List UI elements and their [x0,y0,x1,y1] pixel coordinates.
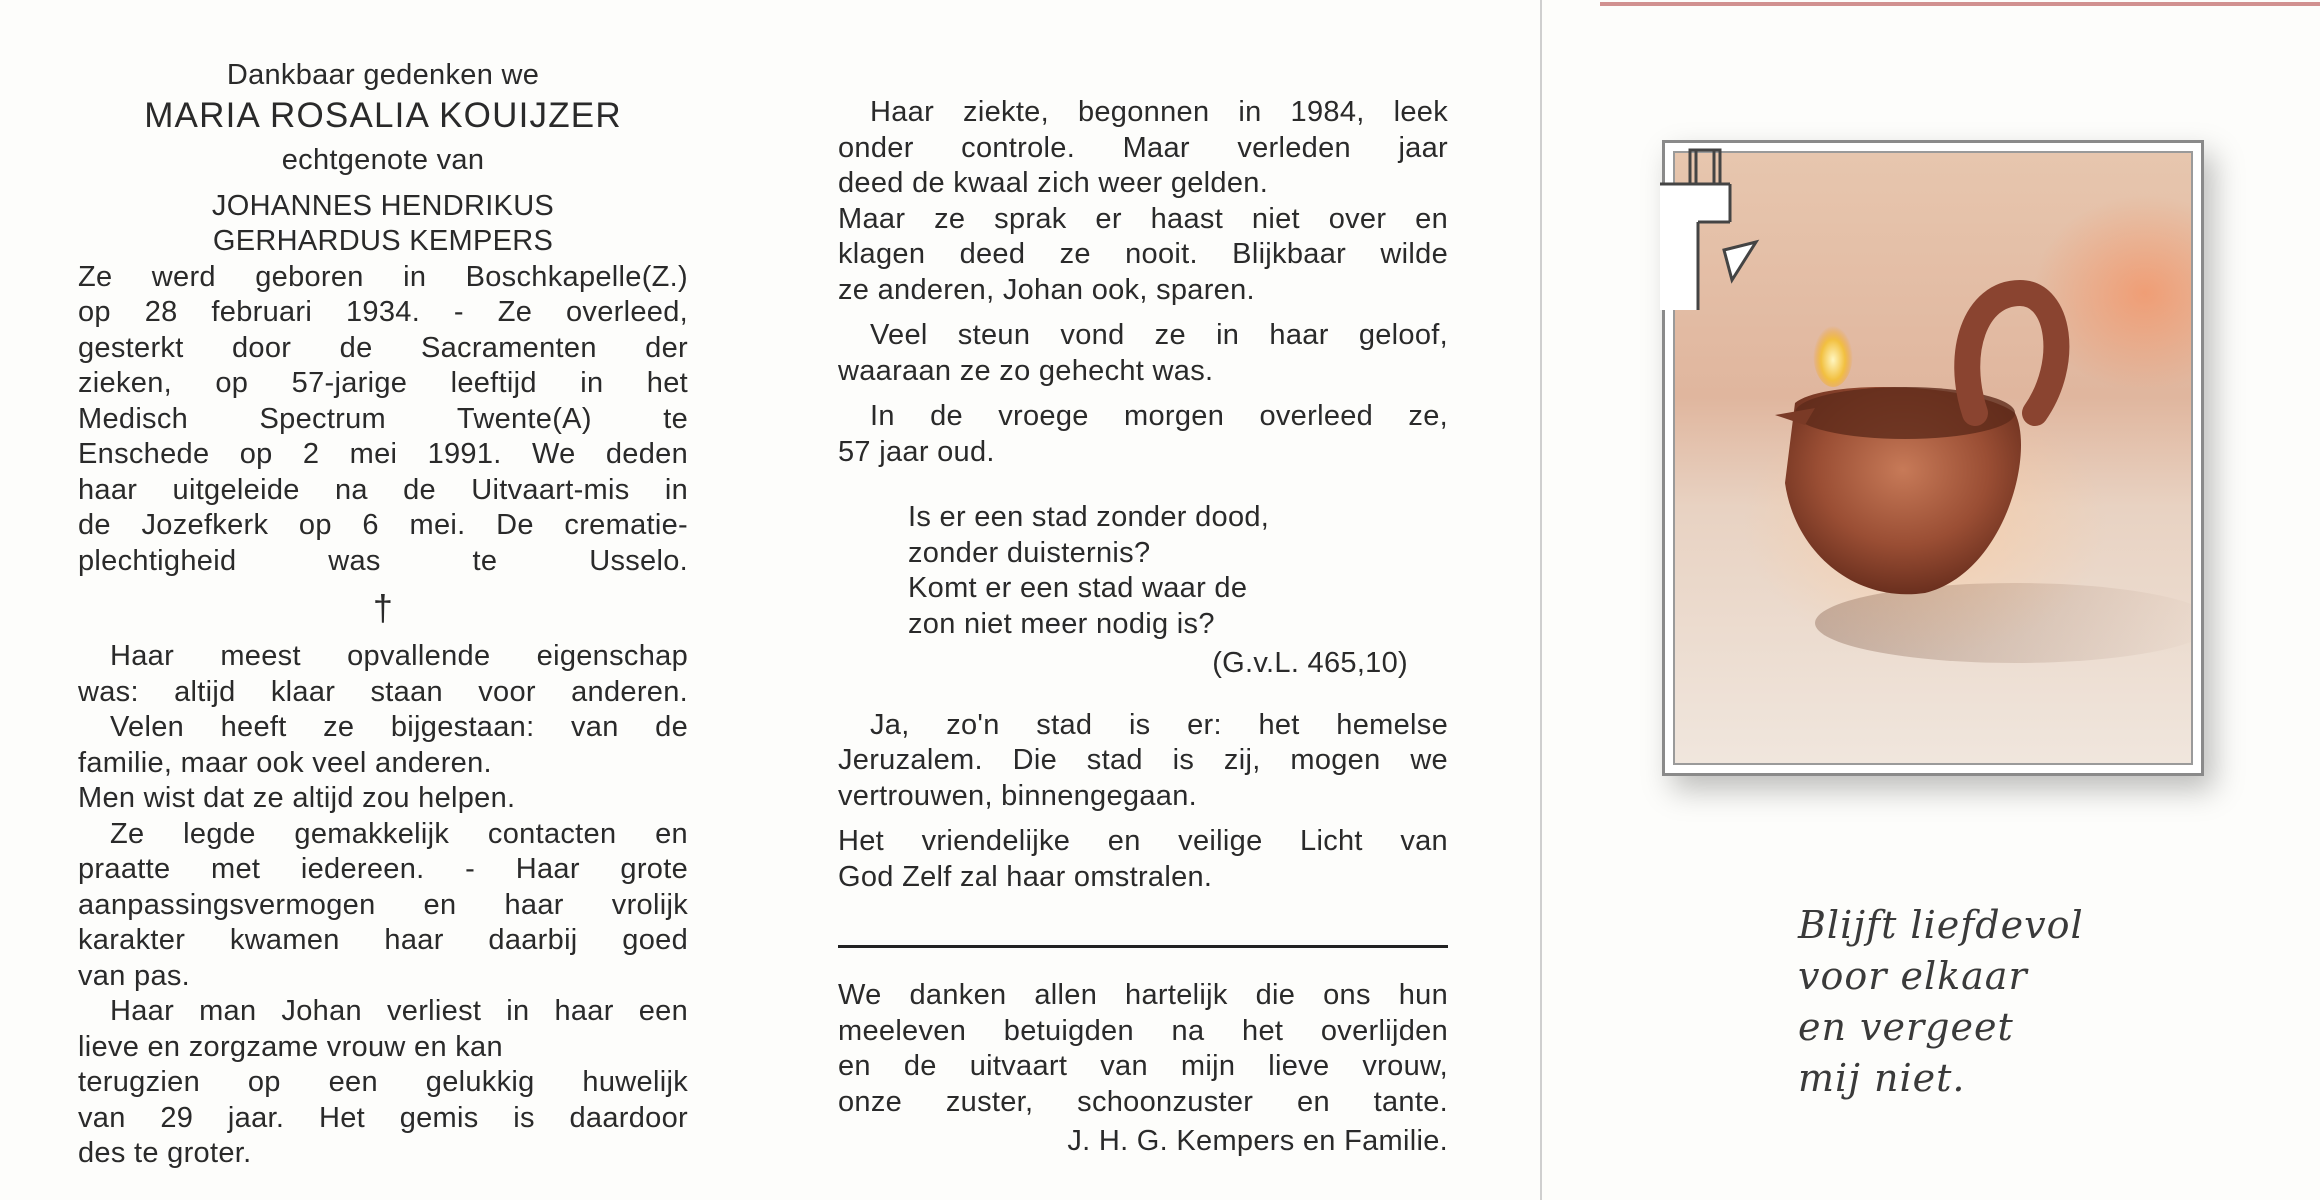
text-line: meeleven betuigden na het overlijden [838,1014,1448,1047]
top-accent-line [1600,2,2320,6]
text-line: des te groter. [78,1137,252,1169]
text-line: In de vroege morgen overleed ze, [870,400,1448,432]
text-line: klagen deed ze nooit. Blijkbaar wilde [838,238,1448,270]
poem-line: Is er een stad zonder dood, [908,501,1270,533]
signature: J. H. G. Kempers en Familie. [1067,1125,1448,1157]
text-line: en de uitvaart van mijn lieve vrouw, [838,1050,1448,1082]
text-line: terugzien op een gelukkig huwelijk [78,1066,688,1098]
text-line: onze zuster, schoonzuster en tante. [838,1085,1448,1118]
text-line: Haar man Johan verliest in haar een [110,995,688,1027]
bio-line: Ze werd geboren in Boschkapelle(Z.) [78,260,688,293]
hymn-quote [908,500,1448,682]
motto [1798,900,2218,1104]
traits-paragraph-1 [78,639,688,710]
death-paragraph [838,399,1448,470]
cross-icon: † [372,587,394,628]
cross-icon [1660,140,1840,320]
poem-line: Komt er een stad waar de [908,572,1248,604]
illness-paragraph [838,95,1448,308]
left-column [78,58,688,1172]
motto-line: mij niet. [1798,1056,1966,1100]
traits-paragraph-4 [78,994,688,1172]
bio-line: plechtigheid was te Usselo. [78,544,688,577]
text-line: was: altijd klaar staan voor anderen. [78,675,688,708]
text-line: 57 jaar oud. [838,435,995,468]
motto-line: voor elkaar [1798,954,2028,998]
divider [838,945,1448,948]
spouse-name-line-2: GERHARDUS KEMPERS [212,225,554,257]
traits-paragraph-2 [78,710,688,817]
text-line: Het vriendelijke en veilige Licht van [838,825,1448,857]
bio-line: Medisch Spectrum Twente(A) te [78,402,688,435]
text-line: Ja, zo'n stad is er: het hemelse [870,708,1448,741]
text-line: onder controle. Maar verleden jaar [838,131,1448,164]
bio-line: gesterkt door de Sacramenten der [78,331,688,364]
text-line: We danken allen hartelijk die ons hun [838,979,1448,1011]
biography [78,260,688,580]
card-fold [1540,0,1542,1200]
text-line: lieve en zorgzame vrouw en kan [78,1030,503,1063]
bio-line: zieken, op 57-jarige leeftijd in het [78,367,688,399]
text-line: van pas. [78,959,191,992]
text-line: familie, maar ook veel anderen. [78,746,492,779]
text-line: deed de kwaal zich weer gelden. [838,167,1269,199]
text-line: aanpassingsvermogen en haar vrolijk [78,888,688,921]
text-line: Velen heeft ze bijgestaan: van de [110,711,688,743]
bio-line: de Jozefkerk op 6 mei. De crematie- [78,509,688,541]
text-line: Ze legde gemakkelijk contacten en [110,817,688,850]
text-line: karakter kwamen haar daarbij goed [78,924,688,956]
text-line: Jeruzalem. Die stad is zij, mogen we [838,744,1448,776]
text-line: Veel steun vond ze in haar geloof, [870,319,1448,351]
faith-paragraph [838,318,1448,389]
motto-line: en vergeet [1798,1005,2014,1049]
middle-column [838,95,1448,1160]
bio-line: Enschede op 2 mei 1991. We deden [78,438,688,470]
traits-paragraph-3 [78,817,688,995]
hymn-reference: (G.v.L. 465,10) [1212,647,1408,679]
intro-line: Dankbaar gedenken we [226,59,540,91]
poem-line: zon niet meer nodig is? [908,607,1215,640]
spouse-name-line-1: JOHANNES HENDRIKUS [211,189,555,222]
text-line: praatte met iedereen. - Haar grote [78,853,688,885]
text-line: God Zelf zal haar omstralen. [838,860,1213,893]
text-line: Haar meest opvallende eigenschap [110,640,688,672]
text-line: waaraan ze zo gehecht was. [838,354,1214,387]
text-line: Haar ziekte, begonnen in 1984, leek [870,96,1448,128]
text-line: Maar ze sprak er haast niet over en [838,202,1448,235]
text-line: vertrouwen, binnengegaan. [838,779,1197,812]
jerusalem-paragraph [838,708,1448,815]
motto-line: Blijft liefdevol [1798,903,2084,947]
text-line: van 29 jaar. Het gemis is daardoor [78,1101,688,1134]
bio-line: op 28 februari 1934. - Ze overleed, [78,296,688,328]
poem-line: zonder duisternis? [908,536,1151,569]
deceased-name: MARIA ROSALIA KOUIJZER [144,95,622,135]
thanks-paragraph [838,978,1448,1120]
spouse-label: echtgenote van [281,144,485,176]
text-line: Men wist dat ze altijd zou helpen. [78,782,516,814]
light-paragraph [838,824,1448,895]
bio-line: haar uitgeleide na de Uitvaart-mis in [78,473,688,506]
text-line: ze anderen, Johan ook, sparen. [838,273,1255,306]
